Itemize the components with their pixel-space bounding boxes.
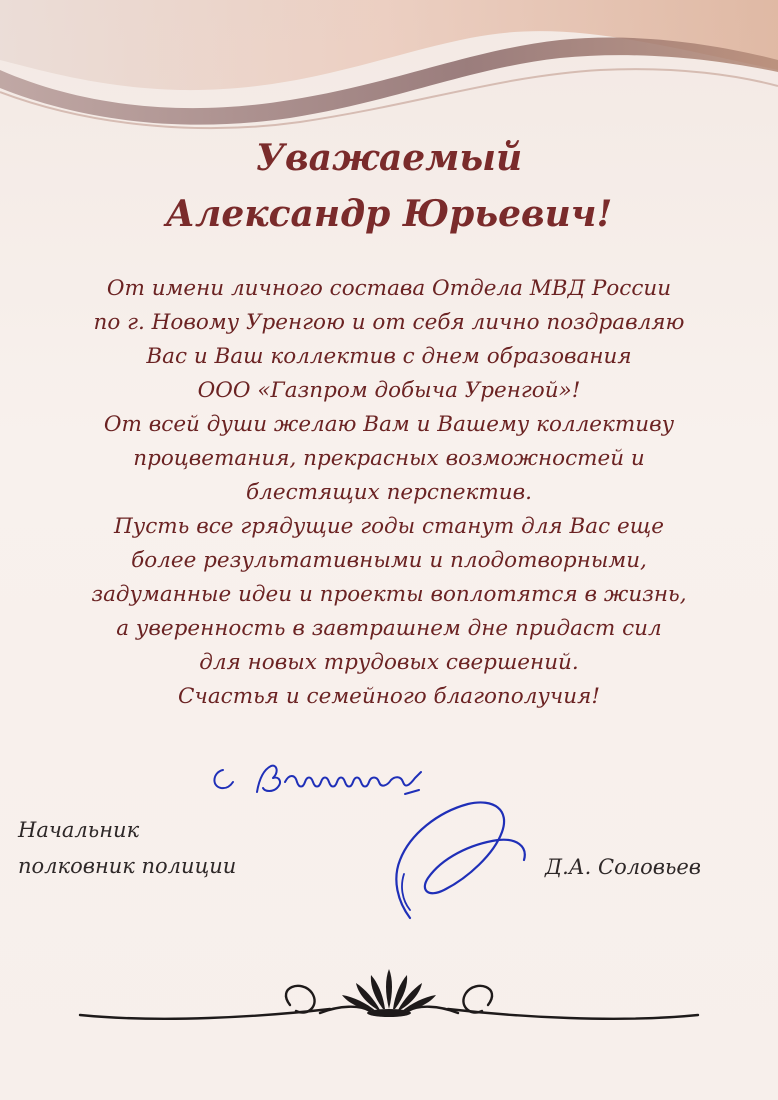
body-line: а уверенность в завтрашнем дне придаст сил <box>116 616 662 641</box>
greeting-title-line1: Уважаемый <box>255 137 523 179</box>
body-line: От имени личного состава Отдела МВД России <box>106 276 672 301</box>
body-line: задуманные идеи и проекты воплотятся в жизнь, <box>91 582 687 607</box>
body-line: для новых трудовых свершений. <box>199 650 579 675</box>
body-line: более результативными и плодотворными, <box>131 548 647 573</box>
body-line: процветания, прекрасных возможностей и <box>133 446 645 471</box>
position-title: Начальник <box>18 818 140 842</box>
decorative-bottom-ornament <box>40 965 738 1035</box>
signer-position <box>18 812 236 884</box>
signer-name: Д.А. Соловьев <box>545 855 702 879</box>
body-line: От всей души желаю Вам и Вашему коллективу <box>103 412 675 437</box>
body-line: Пусть все грядущие годы станут для Вас еще <box>114 514 664 539</box>
greeting-title-line2: Александр Юрьевич! <box>165 193 613 235</box>
letter-body <box>20 272 758 714</box>
body-line: ООО «Газпром добыча Уренгой»! <box>197 378 581 403</box>
position-rank: полковник полиции <box>18 854 237 878</box>
body-line: Вас и Ваш коллектив с днем образования <box>146 344 632 369</box>
body-line: по г. Новому Уренгою и от себя лично поздравляю <box>93 310 685 335</box>
body-line: блестящих перспектив. <box>246 480 532 505</box>
signature-scribble <box>370 790 540 930</box>
body-line: Счастья и семейного благополучия! <box>178 684 600 709</box>
decorative-top-wave <box>0 0 778 140</box>
